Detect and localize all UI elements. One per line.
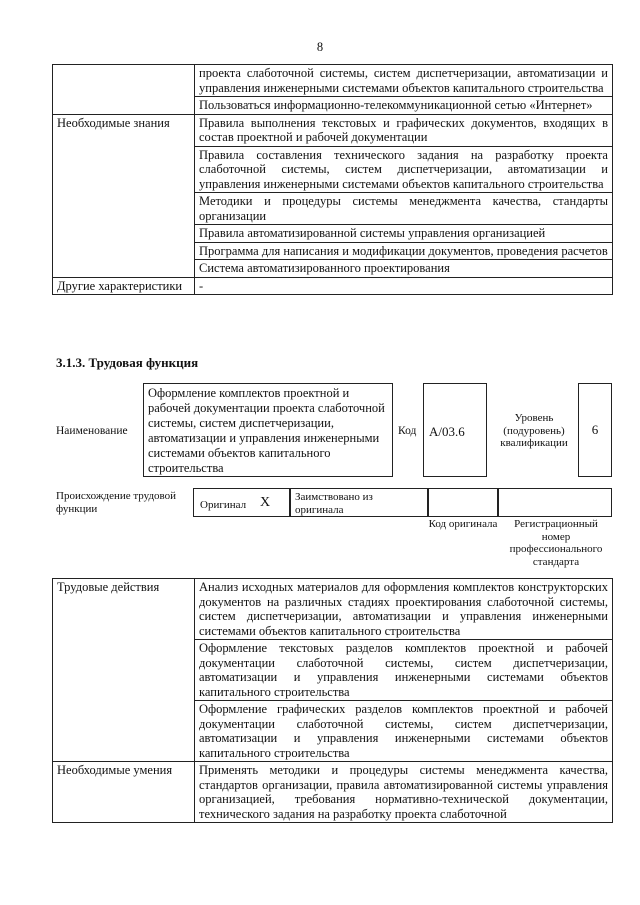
table-row [53, 579, 613, 640]
code-value: A/03.6 [429, 424, 465, 439]
table-cell: Применять методики и процедуры системы менеджмента качества, стандартов организации, правила автоматизированной системы управления организацией, требования нормативно-технической документации, технического задания на разработку проекта слаботочной [195, 762, 613, 823]
origin-label: Происхождение трудовой функции [56, 490, 177, 515]
original-box [193, 488, 290, 517]
table-cell: Анализ исходных материалов для оформления комплектов конструкторских документов на различных стадиях проектирования слаботочной системы, систем диспетчеризации, автоматизации и управления инженерными системами объектов капитального строительства [195, 579, 613, 640]
borrowed-label: Заимствовано из оригинала [295, 491, 373, 516]
row-label: Необходимые умения [53, 762, 195, 823]
table-cell: Правила автоматизированной системы управления организацией [195, 225, 613, 243]
original-code-box [428, 488, 498, 517]
table-cell: Правила составления технического задания на разработку проекта слаботочной системы, систем диспетчеризации, автоматизации и управления инженерными системами объектов капитального строительства [195, 146, 613, 193]
function-name-value: Оформление комплектов проектной и рабочей документации проекта слаботочной системы, систем диспетчеризации, автоматизации и управления инженерными системами объектов капитального строительства [148, 386, 385, 475]
section-heading: 3.1.3. Трудовая функция [56, 355, 199, 370]
table-row [53, 114, 613, 146]
row-label [53, 65, 195, 115]
row-label: Необходимые знания [53, 114, 195, 277]
table-row [53, 277, 613, 295]
actions-table [52, 578, 613, 823]
name-label: Наименование [56, 425, 128, 437]
table-row [53, 762, 613, 823]
table-cell: проекта слаботочной системы, систем диспетчеризации, автоматизации и управления инженерными системами объектов капитального строительства [195, 65, 613, 97]
level-label: Уровень (подуровень) квалификации [500, 412, 568, 449]
page-number: 8 [316, 40, 324, 54]
table-cell: Правила выполнения текстовых и графических документов, входящих в состав проектной и рабочей документации [195, 114, 613, 146]
code-label: Код [398, 425, 417, 437]
registration-number-box [498, 488, 612, 517]
table-cell: Система автоматизированного проектирования [195, 260, 613, 278]
original-label: Оригинал [200, 499, 247, 511]
level-value: 6 [591, 422, 599, 437]
original-mark: X [260, 495, 271, 510]
table-cell: - [195, 277, 613, 295]
row-label: Другие характеристики [53, 277, 195, 295]
borrowed-box [290, 488, 428, 517]
function-name-box [143, 383, 393, 477]
table-cell: Оформление текстовых разделов комплектов проектной и рабочей документации слаботочной системы, систем диспетчеризации, автоматизации и управления инженерными системами объектов капитального строительства [195, 640, 613, 701]
table-row [53, 65, 613, 97]
table-cell: Программа для написания и модификации документов, проведения расчетов [195, 242, 613, 260]
knowledge-table [52, 64, 613, 295]
row-label: Трудовые действия [53, 579, 195, 762]
code-caption: Код оригинала [428, 518, 498, 530]
table-cell: Оформление графических разделов комплектов проектной и рабочей документации слаботочной системы, систем диспетчеризации, автоматизации и управления инженерными системами объектов капитального строительства [195, 701, 613, 762]
level-value-box [578, 383, 612, 477]
reg-caption: Регистрационный номер профессионального стандарта [509, 518, 603, 568]
table-cell: Методики и процедуры системы менеджмента качества, стандарты организации [195, 193, 613, 225]
code-value-box [423, 383, 487, 477]
table-cell: Пользоваться информационно-телекоммуникационной сетью «Интернет» [195, 97, 613, 115]
